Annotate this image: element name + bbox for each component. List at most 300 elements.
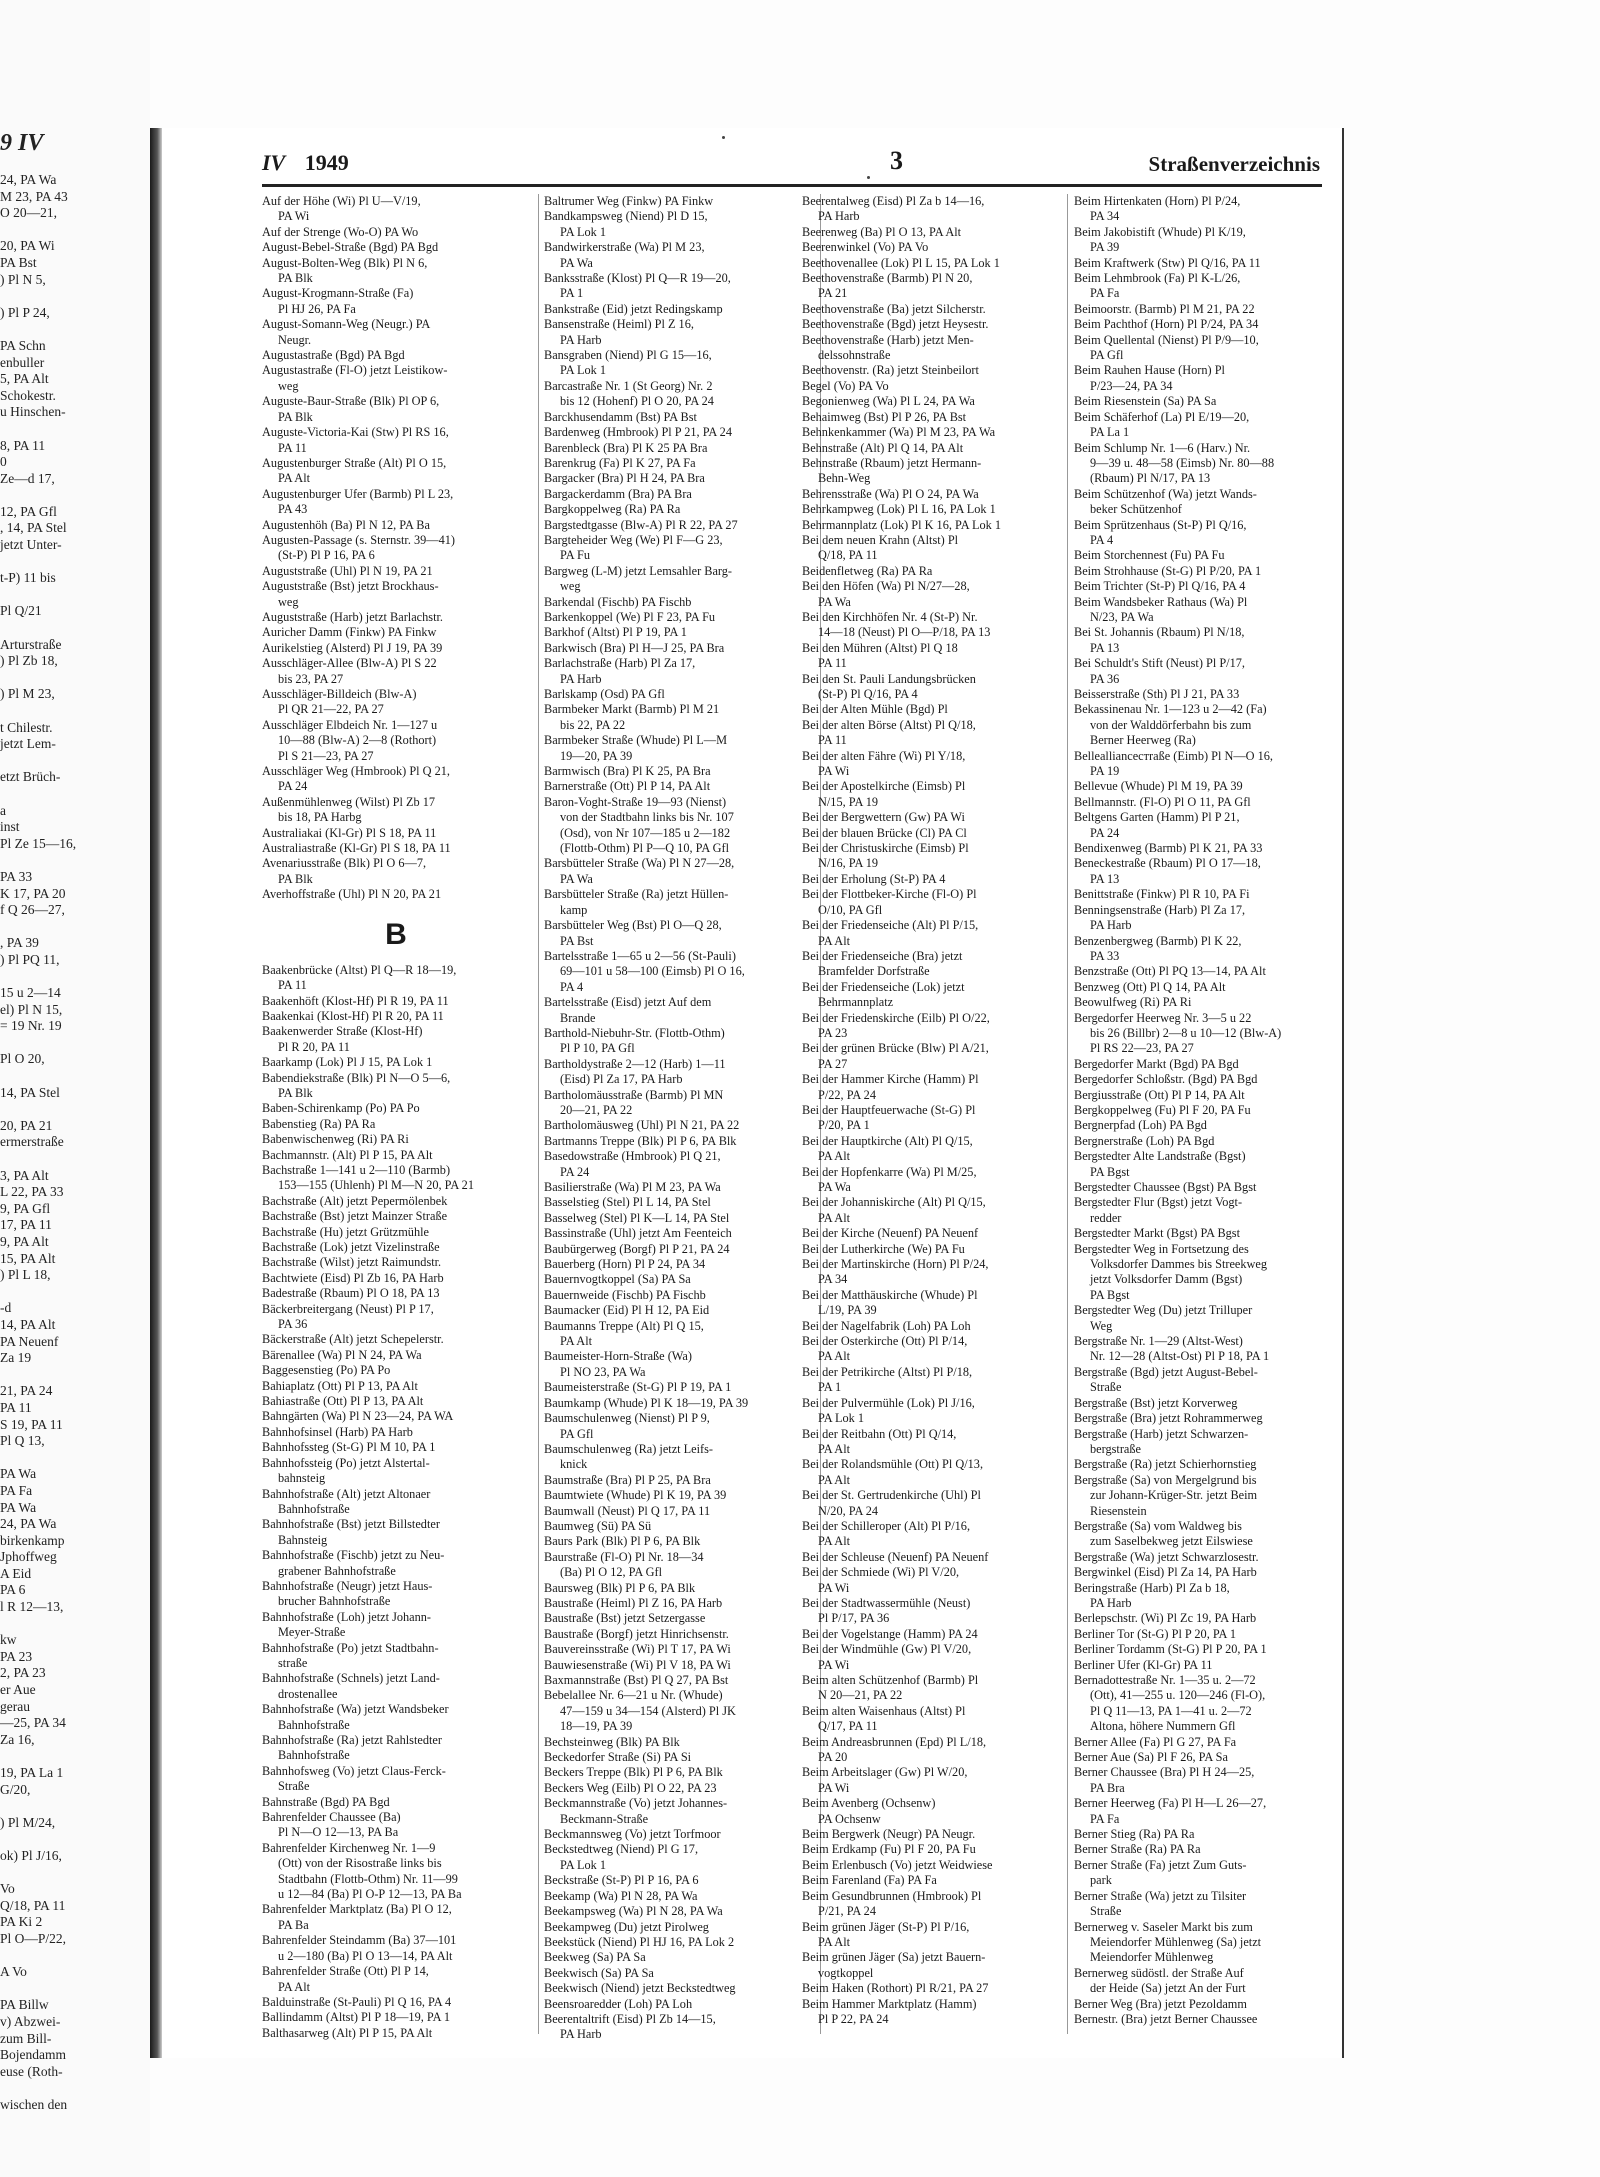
street-entry: Beerentaltrift (Eisd) Pl Zb 14—15,: [544, 2011, 716, 2026]
street-entry-continuation: Behn-Weg: [818, 471, 871, 486]
street-entry-continuation: PA Alt: [818, 1210, 851, 1225]
street-entry: Beckers Weg (Eilb) Pl O 22, PA 23: [544, 1780, 717, 1795]
street-entry-continuation: 69—101 u 58—100 (Eimsb) Pl O 16,: [560, 964, 745, 979]
street-entry: Benzweg (Ott) Pl Q 14, PA Alt: [1074, 979, 1226, 994]
street-entry: Auguste-Victoria-Kai (Stw) Pl RS 16,: [262, 425, 449, 440]
previous-page-line: 0: [0, 454, 7, 470]
street-entry: Barsbütteler Weg (Bst) Pl O—Q 28,: [544, 918, 722, 933]
street-entry: Beckstedtweg (Niend) Pl G 17,: [544, 1842, 699, 1857]
street-entry: Beim Storchennest (Fu) PA Fu: [1074, 548, 1225, 563]
street-entry-continuation: PA 24: [560, 1164, 590, 1179]
street-entry: Bachtwiete (Eisd) Pl Zb 16, PA Harb: [262, 1270, 444, 1285]
street-entry-continuation: Pl QR 21—22, PA 27: [278, 702, 384, 717]
previous-page-line: kw: [0, 1632, 17, 1648]
previous-page-line: Q/18, PA 11: [0, 1897, 66, 1913]
previous-page-line: [0, 554, 145, 571]
previous-page-line: [0, 1948, 145, 1965]
street-entry: Bei der Hauptfeuerwache (St-G) Pl: [802, 1102, 976, 1117]
street-entry-continuation: P/22, PA 24: [818, 1087, 876, 1102]
street-entry: Bei der Nagelfabrik (Loh) PA Loh: [802, 1318, 971, 1333]
previous-page-line: [0, 1865, 145, 1882]
previous-page-line: Pl Ze 15—16,: [0, 835, 77, 851]
street-entry: Bergstedter Weg (Du) jetzt Trilluper: [1074, 1303, 1253, 1318]
street-entry-continuation: Pl N—O 12—13, PA Ba: [278, 1825, 399, 1840]
street-entry: Bergstraße (Wa) jetzt Schwarzlosestr.: [1074, 1549, 1259, 1564]
previous-page-line: 17, PA 11: [0, 1217, 52, 1233]
previous-page-line: 2, PA 23: [0, 1665, 46, 1681]
street-entry-continuation: von der Stadtbahn links bis Nr. 107: [560, 810, 734, 825]
street-entry: Ballindamm (Altst) Pl P 18—19, PA 1: [262, 2010, 451, 2025]
street-entry-continuation: Riesenstein: [1090, 1503, 1147, 1518]
street-entry: Beim Avenberg (Ochsenw): [802, 1796, 936, 1811]
street-entry: Beim alten Waisenhaus (Altst) Pl: [802, 1703, 966, 1718]
street-entry-continuation: PA Wi: [818, 1657, 850, 1672]
previous-page-line: —25, PA 34: [0, 1715, 66, 1731]
previous-page-line: PA 11: [0, 1399, 32, 1415]
street-entry-continuation: PA Blk: [278, 409, 313, 424]
street-entry-continuation: PA Lok 1: [560, 224, 607, 239]
street-entry: Beekstück (Niend) Pl HJ 16, PA Lok 2: [544, 1934, 735, 1949]
previous-page-line: = 19 Nr. 19: [0, 1018, 62, 1034]
street-entry-continuation: (Ott), 41—255 u. 120—246 (Fl-O),: [1090, 1688, 1266, 1703]
street-entry: Beim Schäferhof (La) Pl E/19—20,: [1074, 409, 1250, 424]
street-entry: Bergstraße (Sa) vom Waldweg bis: [1074, 1518, 1242, 1533]
street-entry: Berner Chaussee (Bra) Pl H 24—25,: [1074, 1765, 1255, 1780]
street-entry: Bahrenfelder Chaussee (Ba): [262, 1810, 401, 1825]
previous-page-line: 14, PA Alt: [0, 1316, 56, 1332]
street-entry: Baurs Park (Blk) Pl P 6, PA Blk: [544, 1534, 701, 1549]
street-entry-continuation: PA 36: [278, 1317, 308, 1332]
column-2: [544, 194, 812, 2043]
street-entry: Barkendal (Fischb) PA Fischb: [544, 594, 692, 609]
street-entry-continuation: bis 18, PA Harbg: [278, 810, 362, 825]
street-entry: Berner Weg (Bra) jetzt Pezoldamm: [1074, 1996, 1247, 2011]
previous-page-line: [0, 1798, 145, 1815]
previous-page-line: [0, 852, 145, 869]
street-entry-continuation: PA 43: [278, 502, 308, 517]
street-entry: Berner Allee (Fa) Pl G 27, PA Fa: [1074, 1734, 1237, 1749]
column-3: [802, 194, 1070, 2027]
street-entry: Auguste-Baur-Straße (Blk) Pl OP 6,: [262, 394, 440, 409]
street-entry: Baumanns Treppe (Alt) Pl Q 15,: [544, 1318, 704, 1333]
street-entry-continuation: PA Bra: [1090, 1780, 1125, 1795]
street-entry: Bernerweg v. Saseler Markt bis zum: [1074, 1919, 1253, 1934]
street-entry: Auguststraße (Bst) jetzt Brockhaus-: [262, 579, 439, 594]
previous-page-line: a: [0, 802, 6, 818]
previous-page-line: [0, 1101, 145, 1118]
street-entry: Augustenburger Ufer (Barmb) Pl L 23,: [262, 486, 454, 501]
street-entry: Bahnhofstraße (Schnels) jetzt Land-: [262, 1671, 440, 1686]
street-entry: Barthold-Niebuhr-Str. (Flottb-Othm): [544, 1025, 725, 1040]
street-entry: Baubürgerweg (Borgf) Pl P 21, PA 24: [544, 1241, 730, 1256]
street-entry: Bahrenfelder Kirchenweg Nr. 1—9: [262, 1840, 436, 1855]
street-entry-continuation: N/15, PA 19: [818, 794, 879, 809]
street-entry: Baakenwerder Straße (Klost-Hf): [262, 1024, 423, 1039]
street-entry: Berner Straße (Ra) PA Ra: [1074, 1842, 1201, 1857]
street-entry: Baarkamp (Lok) Pl J 15, PA Lok 1: [262, 1055, 433, 1070]
street-entry: August-Krogmann-Straße (Fa): [262, 286, 414, 301]
street-entry: Barkwisch (Bra) Pl H—J 25, PA Bra: [544, 640, 725, 655]
previous-page-line: Schokestr.: [0, 387, 56, 403]
street-entry: Beim alten Schützenhof (Barmb) Pl: [802, 1673, 979, 1687]
previous-page-fragment: [0, 130, 145, 2112]
street-entry: Bachstraße (Alt) jetzt Pepermölenbek: [262, 1193, 448, 1208]
street-entry-continuation: PA Alt: [818, 1934, 851, 1949]
street-entry: Bei der Reitbahn (Ott) Pl Q/14,: [802, 1426, 957, 1441]
street-entry: Bahrenfelder Steindamm (Ba) 37—101: [262, 1933, 457, 1948]
street-entry: Bartmanns Treppe (Blk) Pl P 6, PA Blk: [544, 1133, 737, 1148]
previous-page-line: 9, PA Gfl: [0, 1200, 51, 1216]
street-entry: Beckstraße (St-P) Pl P 16, PA 6: [544, 1873, 699, 1888]
street-entry: Bergstedter Chaussee (Bgst) PA Bgst: [1074, 1180, 1257, 1194]
previous-page-line: jetzt Unter-: [0, 537, 62, 553]
street-entry: August-Bolten-Weg (Blk) Pl N 6,: [262, 255, 428, 270]
street-entry: Behnstraße (Alt) Pl Q 14, PA Alt: [802, 440, 964, 455]
street-entry-continuation: Straße: [1090, 1380, 1122, 1395]
street-entry-continuation: 10—88 (Blw-A) 2—8 (Rothort): [278, 733, 437, 748]
street-entry: Bei der Flottbeker-Kirche (Fl-O) Pl: [802, 887, 977, 902]
street-entry: Bäckerbreitergang (Neust) Pl P 17,: [262, 1301, 434, 1316]
street-entry-continuation: vogtkoppel: [818, 1965, 874, 1980]
year: 1949: [304, 150, 349, 175]
previous-page-line: PA Wa: [0, 1499, 37, 1515]
street-entry: Baumkamp (Whude) Pl K 18—19, PA 39: [544, 1395, 749, 1410]
street-entry: Beimoorstr. (Barmb) Pl M 21, PA 22: [1074, 301, 1255, 316]
street-entry: Begonienweg (Wa) Pl L 24, PA Wa: [802, 394, 975, 409]
street-entry-continuation: PA Wi: [818, 1780, 850, 1795]
street-entry-continuation: Pl HJ 26, PA Fa: [278, 301, 356, 316]
street-entry-continuation: L/19, PA 39: [818, 1303, 877, 1318]
street-entry-continuation: Pl NO 23, PA Wa: [560, 1364, 646, 1379]
street-entry: Bergnerstraße (Loh) PA Bgd: [1074, 1133, 1215, 1148]
street-entry: Bei der Friedenseiche (Lok) jetzt: [802, 979, 965, 994]
street-entry: Bergwinkel (Eisd) Pl Za 14, PA Harb: [1074, 1565, 1257, 1580]
previous-page-line: [0, 1151, 145, 1168]
street-entry: Beckmannsweg (Vo) jetzt Torfmoor: [544, 1827, 721, 1842]
street-entry: Bei der Alten Mühle (Bgd) Pl: [802, 702, 948, 717]
previous-page-line: [0, 703, 145, 720]
street-entry-continuation: bis 12 (Hohenf) Pl O 20, PA 24: [560, 394, 714, 409]
street-entry: Barcastraße Nr. 1 (St Georg) Nr. 2: [544, 378, 713, 393]
street-entry: Bachstraße (Wilst) jetzt Raimundstr.: [262, 1255, 442, 1270]
street-entry-continuation: Pl P/17, PA 36: [818, 1611, 890, 1626]
street-entry: Baggesenstieg (Po) PA Po: [262, 1363, 391, 1378]
previous-page-line: birkenkamp: [0, 1532, 65, 1548]
previous-page-line: u Hinschen-: [0, 404, 66, 420]
street-entry: Bei der Hauptkirche (Alt) Pl Q/15,: [802, 1133, 973, 1148]
street-entry: Barmwisch (Bra) Pl K 25, PA Bra: [544, 764, 711, 779]
street-entry: Bergstedter Weg in Fortsetzung des: [1074, 1241, 1249, 1256]
street-entry-continuation: Pl Q 11—13, PA 1—41 u. 2—72: [1090, 1703, 1252, 1718]
previous-page-line: ok) Pl J/16,: [0, 1847, 62, 1863]
previous-page-line: 9, PA Alt: [0, 1234, 49, 1249]
street-entry-continuation: Bahnhofstraße: [278, 1717, 350, 1732]
previous-page-line: [0, 1284, 145, 1301]
previous-page-line: M 23, PA 43: [0, 188, 68, 204]
street-entry: Bachstraße (Bst) jetzt Mainzer Straße: [262, 1209, 448, 1224]
street-entry: Berliner Tor (St-G) Pl P 20, PA 1: [1074, 1626, 1236, 1641]
street-entry: Babendiekstraße (Blk) Pl N—O 5—6,: [262, 1070, 451, 1085]
street-entry-continuation: PA Wa: [818, 594, 851, 609]
street-entry: Beethovenstraße (Barmb) Pl N 20,: [802, 271, 973, 286]
street-entry-continuation: beker Schützenhof: [1090, 502, 1182, 517]
column-divider: [538, 194, 539, 2034]
previous-page-line: Pl Q 13,: [0, 1433, 45, 1449]
street-entry: Beim Trichter (St-P) Pl Q/16, PA 4: [1074, 579, 1246, 594]
previous-page-line: Za 16,: [0, 1731, 35, 1747]
previous-page-line: jetzt Lem-: [0, 736, 56, 752]
street-entry-continuation: PA Alt: [818, 1441, 851, 1456]
previous-page-line: enbuller: [0, 354, 45, 370]
street-entry-continuation: PA Alt: [818, 1472, 851, 1487]
street-entry-continuation: 20—21, PA 22: [560, 1102, 633, 1117]
previous-page-line: euse (Roth-: [0, 2063, 63, 2079]
previous-page-line: [0, 288, 145, 305]
street-entry: Bei St. Johannis (Rbaum) Pl N/18,: [1074, 625, 1245, 640]
previous-page-line: 3, PA Alt: [0, 1167, 49, 1183]
previous-page-line: [0, 753, 145, 770]
street-entry: Baurstraße (Fl-O) Pl Nr. 18—34: [544, 1549, 704, 1564]
street-entry-continuation: PA 1: [818, 1380, 842, 1395]
street-entry-continuation: 18—19, PA 39: [560, 1719, 633, 1734]
street-entry: Basselstieg (Stel) Pl L 14, PA Stel: [544, 1195, 711, 1210]
previous-page-line: ) Pl N 5,: [0, 271, 46, 287]
street-entry-continuation: (Ott) von der Risostraße links bis: [278, 1856, 442, 1871]
street-entry: Bahiaplatz (Ott) Pl P 13, PA Alt: [262, 1378, 418, 1393]
previous-page-line: el) Pl N 15,: [0, 1001, 63, 1017]
previous-page-line: etzt Brüch-: [0, 769, 61, 785]
street-entry: Auricher Damm (Finkw) PA Finkw: [262, 625, 437, 640]
street-entry: Baumstraße (Bra) Pl P 25, PA Bra: [544, 1472, 711, 1487]
street-entry: Balthasarweg (Alt) Pl P 15, PA Alt: [262, 2025, 433, 2040]
street-entry-continuation: PA 33: [1090, 948, 1120, 963]
street-entry: Baumeister-Horn-Straße (Wa): [544, 1349, 692, 1364]
street-entry-continuation: PA 19: [1090, 764, 1120, 779]
street-entry-continuation: Meyer-Straße: [278, 1625, 346, 1640]
street-entry: Beim Erdkamp (Fu) Pl F 20, PA Fu: [802, 1842, 976, 1857]
street-entry: Beim Gesundbrunnen (Hmbrook) Pl: [802, 1888, 982, 1903]
street-entry-continuation: PA 20: [818, 1750, 848, 1765]
street-entry: Bahnhofstraße (Fischb) jetzt zu Neu-: [262, 1548, 445, 1563]
street-entry-continuation: delssohnstraße: [818, 348, 891, 363]
street-entry-continuation: PA 24: [278, 779, 308, 794]
street-entry: Bei der Schleuse (Neuenf) PA Neuenf: [802, 1549, 989, 1564]
previous-page-line: [0, 786, 145, 803]
previous-page-line: ermerstraße: [0, 1134, 64, 1150]
street-entry: Beckmannstraße (Vo) jetzt Johannes-: [544, 1796, 728, 1811]
previous-page-line: PA Ki 2: [0, 1914, 43, 1930]
street-entry: Balduinstraße (St-Pauli) Pl Q 16, PA 4: [262, 1994, 452, 2009]
previous-page-line: PA Billw: [0, 1997, 49, 2013]
previous-page-header: 9 IV: [0, 130, 44, 156]
section-letter-heading: B: [385, 917, 407, 951]
street-entry-continuation: PA Alt: [818, 933, 851, 948]
street-entry: Beckers Treppe (Blk) Pl P 6, PA Blk: [544, 1765, 723, 1780]
street-entry: Bei der alten Börse (Altst) Pl Q/18,: [802, 717, 976, 732]
street-entry: Bardenweg (Hmbrook) Pl P 21, PA 24: [544, 425, 732, 440]
street-entry: Barlskamp (Osd) PA Gfl: [544, 687, 665, 701]
street-entry-continuation: PA 4: [1090, 532, 1114, 547]
street-entry: Bergstedter Markt (Bgst) PA Bgst: [1074, 1226, 1241, 1241]
street-entry-continuation: bahnsteig: [278, 1471, 326, 1486]
previous-page-line: Jphoffweg: [0, 1549, 57, 1565]
page-number: 3: [890, 146, 903, 175]
street-entry: Bahngärten (Wa) Pl N 23—24, PA WA: [262, 1409, 454, 1424]
street-entry: Beim Wandsbeker Rathaus (Wa) Pl: [1074, 594, 1248, 609]
street-entry-continuation: Straße: [1090, 1904, 1122, 1919]
previous-page-line: zum Bill-: [0, 2030, 52, 2046]
street-entry-continuation: PA 4: [560, 979, 584, 994]
street-entry: Beltgens Garten (Hamm) Pl P 21,: [1074, 810, 1240, 825]
street-entry-continuation: PA 36: [1090, 671, 1120, 686]
street-entry: Behnstraße (Rbaum) jetzt Hermann-: [802, 455, 982, 470]
previous-page-line: ) Pl M 23,: [0, 686, 55, 702]
street-entry-continuation: PA 11: [818, 656, 847, 671]
street-entry: Bergedorfer Schloßstr. (Bgd) PA Bgd: [1074, 1072, 1258, 1087]
street-entry: Beim Haken (Rothort) Pl R/21, PA 27: [802, 1981, 989, 1996]
street-entry-continuation: PA Fa: [1090, 286, 1120, 301]
street-entry-continuation: bis 23, PA 27: [278, 671, 344, 686]
street-entry: Auguststraße (Uhl) Pl N 19, PA 21: [262, 563, 433, 578]
street-entry-continuation: (Flottb-Othm) Pl P—Q 10, PA Gfl: [560, 841, 729, 856]
street-entry-continuation: Neugr.: [278, 332, 312, 347]
street-entry: Beim Sprützenhaus (St-P) Pl Q/16,: [1074, 517, 1247, 532]
street-entry: Baustraße (Heiml) Pl Z 16, PA Harb: [544, 1595, 723, 1610]
previous-page-line: [0, 1831, 145, 1848]
street-entry: Bei der Schilleroper (Alt) Pl P/16,: [802, 1518, 971, 1533]
street-entry: Beekweg (Sa) PA Sa: [544, 1950, 646, 1965]
street-entry: Behnkenkammer (Wa) Pl M 23, PA Wa: [802, 425, 996, 440]
previous-page-line: ) Pl PQ 11,: [0, 951, 60, 967]
street-entry-continuation: Meiendorfer Mühlenweg: [1090, 1950, 1214, 1965]
street-entry: Baumtwiete (Whude) Pl K 19, PA 39: [544, 1488, 727, 1503]
column-divider: [1067, 194, 1068, 2034]
street-entry: Beekamp (Wa) Pl N 28, PA Wa: [544, 1888, 698, 1903]
previous-page-line: [0, 487, 145, 504]
street-entry: Beim Hammer Marktplatz (Hamm): [802, 1996, 977, 2011]
street-entry: Bachmannstr. (Alt) Pl P 15, PA Alt: [262, 1147, 433, 1162]
street-entry: Bei der Pulvermühle (Lok) Pl J/16,: [802, 1395, 975, 1410]
street-entry: Bahnhofssteg (St-G) Pl M 10, PA 1: [262, 1440, 436, 1455]
street-entry: Barmbeker Markt (Barmb) Pl M 21: [544, 702, 720, 717]
page-header: [262, 140, 1322, 187]
street-entry: Beerenwinkel (Vo) PA Vo: [802, 240, 929, 255]
street-entry-continuation: Weg: [1090, 1318, 1113, 1333]
previous-page-line: Pl O 20,: [0, 1051, 45, 1067]
street-entry: Behaimweg (Bst) Pl P 26, PA Bst: [802, 409, 967, 424]
previous-page-line: [0, 1616, 145, 1633]
street-entry: Beim Andreasbrunnen (Epd) Pl L/18,: [802, 1734, 987, 1749]
street-entry: Berliner Ufer (Kl-Gr) PA 11: [1074, 1657, 1213, 1672]
street-entry-continuation: kamp: [560, 902, 588, 917]
previous-page-line: wischen den: [0, 2096, 68, 2112]
street-entry-continuation: PA Blk: [278, 271, 313, 286]
previous-page-line: 21, PA 24: [0, 1383, 53, 1399]
street-entry-continuation: zur Johann-Krüger-Str. jetzt Beim: [1090, 1488, 1258, 1503]
previous-page-line: 15 u 2—14: [0, 985, 61, 1001]
street-entry: Bahnhofstraße (Ra) jetzt Rahlstedter: [262, 1733, 442, 1747]
street-entry-continuation: N/16, PA 19: [818, 856, 879, 871]
street-entry: Beim Hirtenkaten (Horn) Pl P/24,: [1074, 194, 1241, 208]
street-entry: Bergiusstraße (Ott) Pl P 14, PA Alt: [1074, 1087, 1245, 1102]
street-entry: Augustenburger Straße (Alt) Pl O 15,: [262, 455, 447, 470]
street-entry: August-Bebel-Straße (Bgd) PA Bgd: [262, 240, 439, 255]
street-entry: Beringstraße (Harb) Pl Za b 18,: [1074, 1580, 1230, 1595]
street-entry-continuation: u 2—180 (Ba) Pl O 13—14, PA Alt: [278, 1948, 453, 1963]
street-entry: Bei der Hammer Kirche (Hamm) Pl: [802, 1072, 979, 1087]
previous-page-line: 24, PA Wa: [0, 1516, 57, 1532]
street-entry-continuation: N 20—21, PA 22: [818, 1688, 903, 1703]
street-entry: Bargacker (Bra) Pl H 24, PA Bra: [544, 471, 705, 486]
street-entry-continuation: PA Blk: [278, 1085, 313, 1100]
street-entry-continuation: PA Bst: [560, 933, 594, 948]
street-entry: Beerenweg (Ba) Pl O 13, PA Alt: [802, 224, 962, 239]
street-entry: Auf der Strenge (Wo-O) PA Wo: [262, 224, 419, 239]
street-entry: Beneckestraße (Rbaum) Pl O 17—18,: [1074, 856, 1261, 871]
previous-page-line: ) Pl L 18,: [0, 1267, 51, 1283]
street-entry: Beethovenstr. (Ra) jetzt Steinbeilort: [802, 363, 979, 378]
street-entry: Bei der grünen Brücke (Blw) Pl A/21,: [802, 1041, 989, 1056]
previous-page-line: PA 33: [0, 868, 33, 884]
street-entry: Bargteheider Weg (We) Pl F—G 23,: [544, 532, 723, 547]
previous-page-line: ) Pl M/24,: [0, 1814, 56, 1830]
scan-speck: [722, 136, 725, 139]
street-entry-continuation: PA Alt: [278, 1979, 311, 1994]
street-entry-continuation: jetzt Volksdorfer Damm (Bgst): [1090, 1272, 1243, 1287]
street-entry: Bargackerdamm (Bra) PA Bra: [544, 486, 692, 501]
street-entry: Bei der Apostelkirche (Eimsb) Pl: [802, 779, 966, 794]
street-entry: Beekwisch (Sa) PA Sa: [544, 1965, 654, 1980]
street-entry: Bei der Vogelstange (Hamm) PA 24: [802, 1626, 978, 1641]
street-entry-continuation: PA Harb: [560, 671, 602, 686]
street-entry: Ausschläger Elbdeich Nr. 1—127 u: [262, 717, 438, 732]
street-entry-continuation: PA 27: [818, 1056, 848, 1071]
previous-page-line: [0, 1450, 145, 1467]
street-entry-continuation: Berner Heerweg (Ra): [1090, 733, 1196, 748]
previous-page-line: Za 19: [0, 1350, 32, 1366]
previous-page-line: PA Wa: [0, 1466, 37, 1482]
street-entry: Berliner Tordamm (St-G) Pl P 20, PA 1: [1074, 1642, 1267, 1657]
street-entry: Bergstraße (Ra) jetzt Schierhornstieg: [1074, 1457, 1257, 1472]
street-entry: Bahnstraße (Bgd) PA Bgd: [262, 1794, 390, 1809]
street-entry: Beim Schlump Nr. 1—6 (Harv.) Nr.: [1074, 440, 1251, 455]
street-entry-continuation: PA 21: [818, 286, 848, 301]
previous-page-line: 19, PA La 1: [0, 1765, 64, 1780]
street-entry: Bartelsstraße (Eisd) jetzt Auf dem: [544, 995, 712, 1010]
street-entry: Basselweg (Stel) Pl K—L 14, PA Stel: [544, 1210, 730, 1225]
street-entry-continuation: Stadtbahn (Flottb-Othm) Nr. 11—99: [278, 1871, 458, 1886]
street-entry: Bei der Rolandsmühle (Ott) Pl Q/13,: [802, 1457, 984, 1472]
street-entry: Bansgraben (Niend) Pl G 15—16,: [544, 348, 712, 363]
street-entry: Baakenbrücke (Altst) Pl Q—R 18—19,: [262, 962, 457, 977]
street-entry: Barenbleck (Bra) Pl K 25 PA Bra: [544, 440, 708, 455]
street-entry: Bahnhofstraße (Alt) jetzt Altonaer: [262, 1486, 431, 1501]
street-entry: Bahiastraße (Ott) Pl P 13, PA Alt: [262, 1394, 424, 1409]
street-entry-continuation: (Ba) Pl O 12, PA Gfl: [560, 1565, 663, 1580]
street-entry: Ausschläger-Billdeich (Blw-A): [262, 687, 417, 701]
street-entry: Bekassinenau Nr. 1—123 u 2—42 (Fa): [1074, 702, 1267, 717]
previous-page-line: Ze—d 17,: [0, 470, 55, 486]
street-entry-continuation: PA 13: [1090, 871, 1120, 886]
street-entry-continuation: PA Gfl: [1090, 348, 1124, 363]
street-entry: Baumschulenweg (Nienst) Pl P 9,: [544, 1411, 710, 1426]
street-entry: Baursweg (Blk) Pl P 6, PA Blk: [544, 1580, 696, 1595]
previous-page-line: [0, 1748, 145, 1765]
street-entry: Berner Straße (Wa) jetzt zu Tilsiter: [1074, 1888, 1247, 1903]
street-entry: Bandkampsweg (Niend) Pl D 15,: [544, 209, 708, 224]
street-entry-continuation: weg: [560, 579, 581, 594]
street-entry: Bergstedter Alte Landstraße (Bgst): [1074, 1149, 1246, 1164]
